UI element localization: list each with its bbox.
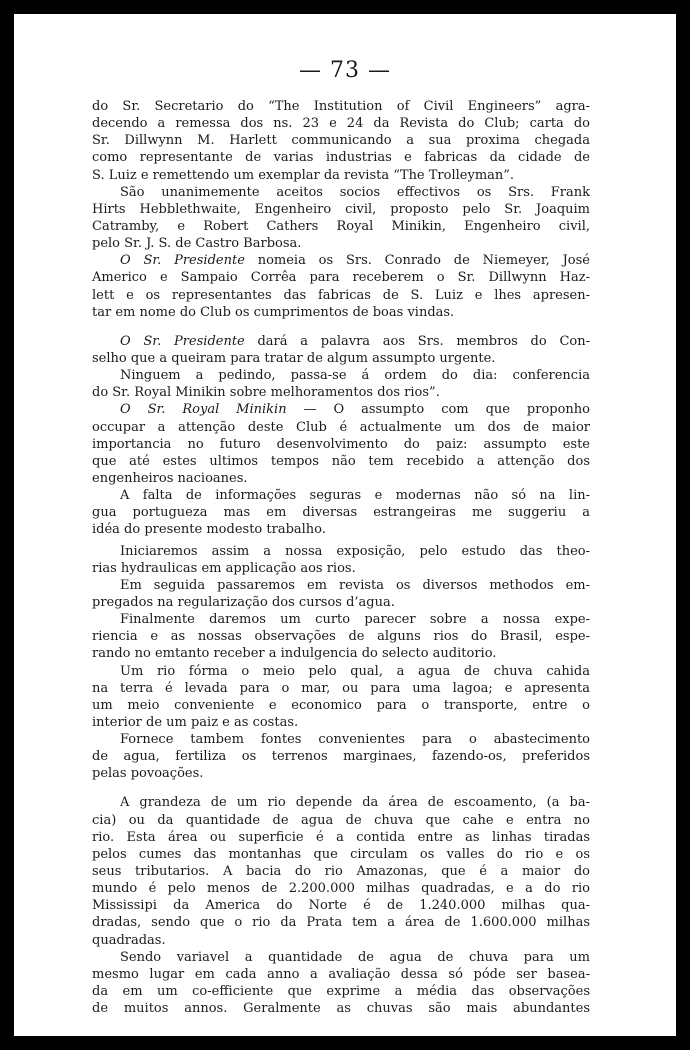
text-span: pelos cumes das montanhas que circulam os valles do rio e os (92, 846, 590, 862)
text-line (92, 829, 590, 846)
text-span: interior de um paiz e as costas. (92, 714, 299, 730)
text-line (92, 252, 590, 269)
text-span: rando no emtanto receber a indulgencia do selecto auditorio. (92, 646, 497, 662)
text-line (92, 218, 590, 235)
text-span: selho que a queiram para tratar de algum assumpto urgente. (92, 350, 496, 366)
italic-name: O Sr. Presidente (120, 333, 245, 349)
text-span: A falta de informações seguras e modernas não só na lin- (120, 488, 590, 504)
text-span: Finalmente daremos um curto parecer sobre a nossa expe- (120, 612, 590, 628)
text-line (92, 697, 590, 714)
text-line (92, 645, 590, 662)
text-line (92, 765, 590, 782)
text-span: decendo a remessa dos ns. 23 e 24 da Revista do Club; carta do (92, 116, 590, 132)
text-line (92, 914, 590, 931)
text-span: quadradas. (92, 932, 166, 948)
text-line (92, 453, 590, 470)
text-span: A grandeza de um rio depende da área de escoamento, (a ba- (120, 795, 590, 811)
text-line (92, 201, 590, 218)
text-span: tar em nome do Club os cumprimentos de boas vindas. (92, 304, 455, 320)
text-line (92, 543, 590, 560)
text-line (92, 731, 590, 748)
text-span: Sr. Dillwynn M. Harlett communicando a sua proxima chegada (92, 133, 590, 149)
text-span: seus tributarios. A bacia do rio Amazonas, que é a maior do (92, 864, 590, 880)
text-line (92, 504, 590, 521)
text-span: do Sr. Royal Minikin sobre melhoramentos dos rios”. (92, 385, 440, 401)
text-line (92, 594, 590, 611)
text-line (92, 714, 590, 731)
text-line (92, 235, 590, 252)
text-line (92, 184, 590, 201)
italic-name: O Sr. Royal Minikin (120, 402, 287, 418)
text-line (92, 287, 590, 304)
text-line (92, 470, 590, 487)
text-span: rio. Esta área ou superficie é a contida entre as linhas tiradas (92, 829, 590, 845)
text-span: pelas povoações. (92, 766, 204, 782)
text-span: como representante de varias industrias e fabricas da cidade de (92, 150, 590, 166)
text-span: Iniciaremos assim a nossa exposição, pelo estudo das theo- (120, 543, 590, 559)
text-line (92, 401, 590, 418)
body-text (92, 98, 590, 1017)
text-span: — O assumpto com que proponho (286, 402, 590, 418)
text-span: dará a palavra aos Srs. membros do Con- (244, 333, 590, 349)
text-span: dradas, sendo que o rio da Prata tem a área de 1.600.000 milhas (92, 915, 590, 931)
text-line (92, 577, 590, 594)
text-span: Fornece tambem fontes convenientes para o abastecimento (120, 732, 590, 748)
text-span: Mississipi da America do Norte é de 1.240.000 milhas qua- (92, 898, 590, 914)
text-span: importancia no futuro desenvolvimento do paiz: assumpto este (92, 436, 590, 452)
text-span: da em um co-efficiente que exprime a média das observações (92, 984, 590, 1000)
text-line (92, 880, 590, 897)
text-line (92, 98, 590, 115)
text-line (92, 419, 590, 436)
text-span: nomeia os Srs. Conrado de Niemeyer, José (244, 253, 590, 269)
text-span: idéa do presente modesto trabalho. (92, 522, 326, 538)
text-line (92, 115, 590, 132)
text-line (92, 846, 590, 863)
text-line (92, 560, 590, 577)
text-line (92, 748, 590, 765)
text-line (92, 611, 590, 628)
text-line (92, 983, 590, 1000)
text-span: occupar a attenção deste Club é actualmente um dos de maior (92, 419, 590, 435)
text-span: mesmo lugar em cada anno a avaliação dessa só póde ser basea- (92, 966, 590, 982)
text-span: mundo é pelo menos de 2.200.000 milhas quadradas, e a do rio (92, 881, 590, 897)
text-line (92, 966, 590, 983)
text-line (92, 521, 590, 538)
text-span: Sendo variavel a quantidade de agua de chuva para um (120, 949, 590, 965)
text-line (92, 304, 590, 321)
text-line (92, 269, 590, 286)
text-line (92, 487, 590, 504)
text-line (92, 663, 590, 680)
text-line (92, 1000, 590, 1017)
text-span: lett e os representantes das fabricas de S. Luiz e lhes apresen- (92, 287, 590, 303)
text-span: Hirts Hebblethwaite, Engenheiro civil, proposto pelo Sr. Joaquim (92, 201, 590, 217)
text-span: rias hydraulicas em applicação aos rios. (92, 560, 356, 576)
text-span: Em seguida passaremos em revista os diversos methodos em- (120, 577, 590, 593)
text-line (92, 167, 590, 184)
text-span: engenheiros nacioanes. (92, 470, 248, 486)
text-line (92, 628, 590, 645)
text-span: Ninguem a pedindo, passa-se á ordem do dia: conferencia (120, 368, 590, 384)
text-span: de agua, fertiliza os terrenos marginaes, fazendo-os, preferidos (92, 749, 590, 765)
text-line (92, 897, 590, 914)
text-span: do Sr. Secretario do “The Institution of Civil Engineers” agra- (92, 99, 590, 114)
text-span: pelo Sr. J. S. de Castro Barbosa. (92, 236, 302, 252)
text-span: que até estes ultimos tempos não tem recebido a attenção dos (92, 453, 590, 469)
italic-name: O Sr. Presidente (120, 253, 245, 269)
text-span: um meio conveniente e economico para o transporte, entre o (92, 697, 590, 713)
text-span: cia) ou da quantidade de agua de chuva que cahe e entra no (92, 812, 590, 828)
text-span: de muitos annos. Geralmente as chuvas são mais abundantes (92, 1001, 590, 1017)
text-span: gua portugueza mas em diversas estrangeiras me suggeriu a (92, 505, 590, 521)
text-span: S. Luiz e remettendo um exemplar da revista “The Trolleyman”. (92, 167, 515, 183)
text-line (92, 949, 590, 966)
text-line (92, 680, 590, 697)
text-span: na terra é levada para o mar, ou para uma lagoa; e apresenta (92, 680, 590, 696)
text-line (92, 794, 590, 811)
text-line (92, 132, 590, 149)
text-line (92, 350, 590, 367)
page-number: — 73 — (299, 58, 391, 83)
text-line (92, 863, 590, 880)
text-span: Um rio fórma o meio pelo qual, a agua de chuva cahida (120, 663, 590, 679)
text-span: Catramby, e Robert Cathers Royal Minikin, Engenheiro civil, (92, 218, 590, 234)
text-span: Americo e Sampaio Corrêa para receberem o Sr. Dillwynn Haz- (92, 270, 590, 286)
text-line (92, 436, 590, 453)
text-line (92, 367, 590, 384)
text-span: riencia e as nossas observações de alguns rios do Brasil, espe- (92, 629, 590, 645)
text-line (92, 932, 590, 949)
text-span: pregados na regularização dos cursos d’agua. (92, 594, 395, 610)
text-span: São unanimemente aceitos socios effectivos os Srs. Frank (120, 184, 590, 200)
text-line (92, 384, 590, 401)
text-line (92, 812, 590, 829)
text-line (92, 149, 590, 166)
text-line (92, 333, 590, 350)
